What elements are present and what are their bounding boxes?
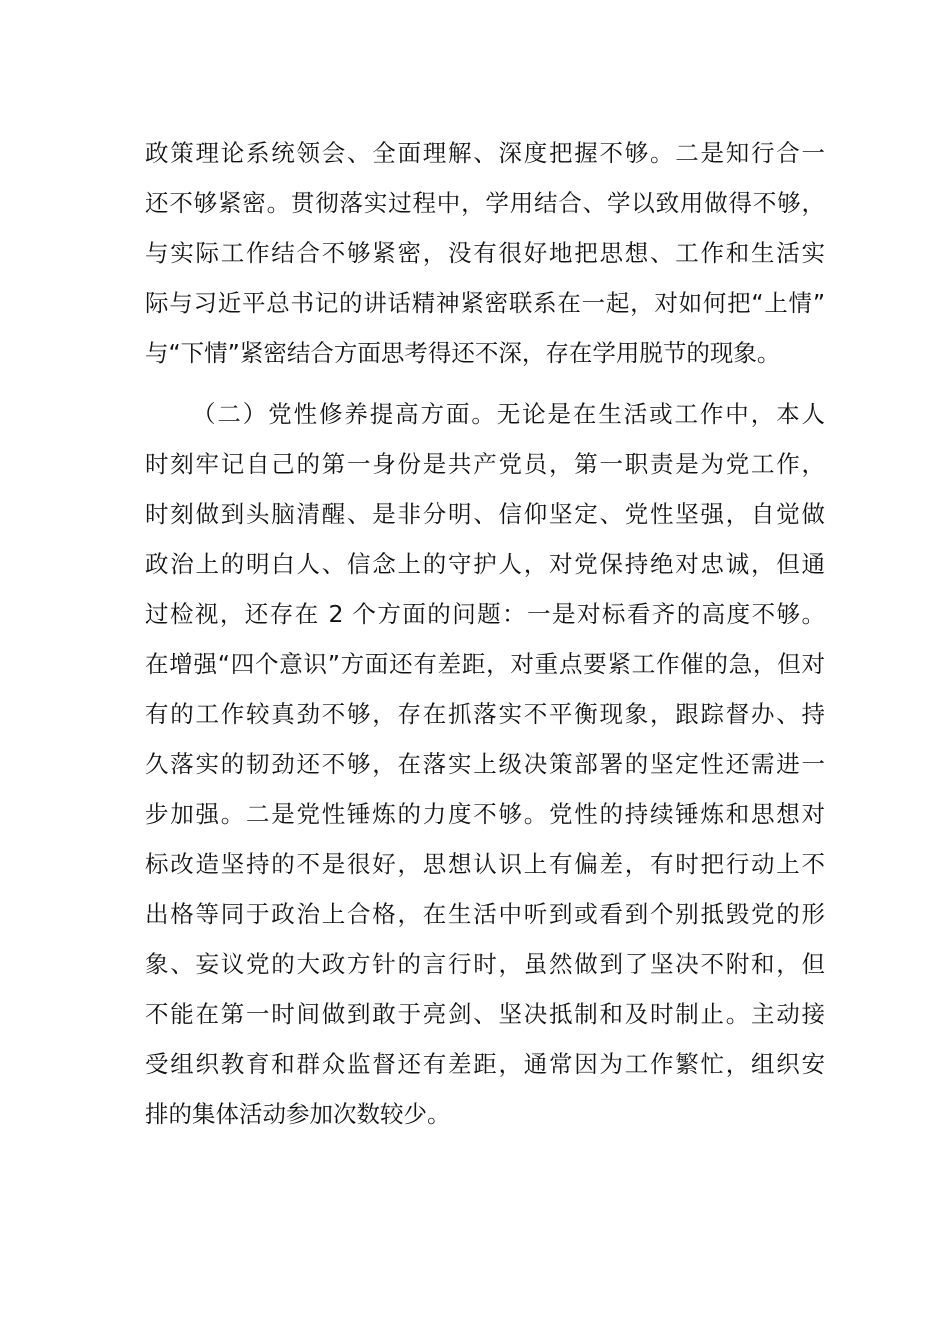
text-line: 有的工作较真劲不够，存在抓落实不平衡现象，跟踪督办、持	[145, 700, 825, 728]
text-line: 标改造坚持的不是很好，思想认识上有偏差，有时把行动上不	[145, 850, 825, 878]
text-line: 政治上的明白人、信念上的守护人，对党保持绝对忠诚，但通	[145, 550, 825, 578]
text-line: 时刻做到头脑清醒、是非分明、信仰坚定、党性坚强，自觉做	[145, 500, 825, 528]
text-line: 象、妄议党的大政方针的言行时，虽然做到了坚决不附和，但	[145, 950, 825, 978]
text-line: 久落实的韧劲还不够，在落实上级决策部署的坚定性还需进一	[145, 750, 825, 778]
text-line: 受组织教育和群众监督还有差距，通常因为工作繁忙，组织安	[145, 1050, 825, 1078]
text-line: 过检视，还存在 2 个方面的问题：一是对标看齐的高度不够。	[145, 600, 825, 628]
text-line: 排的集体活动参加次数较少。	[145, 1100, 451, 1128]
text-line: 步加强。二是党性锤炼的力度不够。党性的持续锤炼和思想对	[145, 800, 825, 828]
text-line: 政策理论系统领会、全面理解、深度把握不够。二是知行合一	[145, 139, 825, 167]
paragraph-continuation	[145, 128, 825, 378]
text-line: 与实际工作结合不够紧密，没有很好地把思想、工作和生活实	[145, 239, 825, 267]
text-line-section-heading: （二）党性修养提高方面。无论是在生活或工作中，本人	[192, 400, 825, 428]
text-line: 不能在第一时间做到敢于亮剑、坚决抵制和及时制止。主动接	[145, 1000, 825, 1028]
text-line: 与“下情”紧密结合方面思考得还不深，存在学用脱节的现象。	[145, 339, 781, 367]
text-line: 在增强“四个意识”方面还有差距，对重点要紧工作催的急，但对	[145, 650, 825, 678]
paragraph-party-cultivation	[145, 389, 825, 1139]
text-line: 出格等同于政治上合格，在生活中听到或看到个别抵毁党的形	[145, 900, 825, 928]
text-line: 际与习近平总书记的讲话精神紧密联系在一起，对如何把“上情”	[145, 289, 825, 317]
text-line: 还不够紧密。贯彻落实过程中，学用结合、学以致用做得不够，	[145, 189, 825, 217]
text-line: 时刻牢记自己的第一身份是共产党员，第一职责是为党工作，	[145, 450, 825, 478]
